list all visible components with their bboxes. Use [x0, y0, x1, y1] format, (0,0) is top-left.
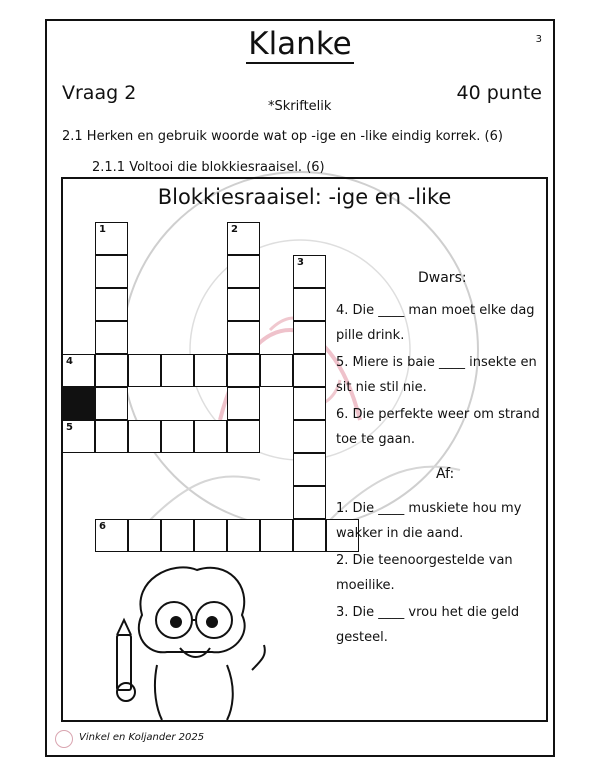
question-marks: 40 punte — [456, 82, 542, 104]
question-label: Vraag 2 — [62, 82, 137, 104]
across-clue: 5. Miere is baie ____ insekte en sit nie stil nie. — [336, 355, 537, 395]
crossword-cell[interactable] — [128, 420, 161, 453]
crossword-cell[interactable] — [161, 354, 194, 387]
page-number: 3 — [535, 34, 542, 45]
crossword-cell[interactable] — [260, 519, 293, 552]
crossword-block-cell — [62, 387, 95, 420]
crossword-cell[interactable] — [95, 420, 128, 453]
clue-number: 5 — [66, 422, 73, 433]
across-clue: 6. Die perfekte weer om strand toe te gaan. — [336, 407, 540, 447]
crossword-cell[interactable] — [293, 288, 326, 321]
crossword-cell[interactable] — [161, 420, 194, 453]
across-clue: 4. Die ____ man moet elke dag pille drink. — [336, 303, 535, 343]
clue-number: 4 — [66, 356, 73, 367]
assessment-mode: *Skriftelik — [268, 99, 332, 114]
crossword-cell[interactable] — [194, 420, 227, 453]
down-clue: 1. Die ____ muskiete hou my wakker in die aand. — [336, 501, 522, 541]
crossword-cell[interactable] — [194, 354, 227, 387]
crossword-cell[interactable] — [293, 387, 326, 420]
clue-number: 1 — [99, 224, 106, 235]
clue-number: 3 — [297, 257, 304, 268]
kid-with-pencil-illustration — [112, 560, 272, 720]
down-heading: Af: — [436, 466, 455, 482]
brand-logo-icon — [55, 730, 73, 748]
footer-credit: Vinkel en Koljander 2025 — [79, 732, 205, 743]
crossword-cell[interactable] — [95, 354, 128, 387]
crossword-cell[interactable] — [227, 420, 260, 453]
crossword-cell[interactable] — [293, 321, 326, 354]
crossword-cell[interactable] — [293, 354, 326, 387]
down-clue: 3. Die ____ vrou het die geld gesteel. — [336, 605, 520, 645]
instruction-main: 2.1 Herken en gebruik woorde wat op -ige en -like eindig korrek. (6) — [62, 129, 503, 144]
down-clue: 2. Die teenoorgestelde van moeilike. — [336, 553, 513, 593]
crossword-cell[interactable] — [227, 354, 260, 387]
crossword-cell[interactable] — [293, 486, 326, 519]
crossword-cell[interactable] — [62, 354, 95, 387]
crossword-cell[interactable] — [227, 519, 260, 552]
instruction-sub: 2.1.1 Voltooi die blokkiesraaisel. (6) — [92, 160, 325, 175]
crossword-cell[interactable] — [128, 354, 161, 387]
crossword-cell[interactable] — [227, 321, 260, 354]
page-title: Klanke — [248, 26, 352, 62]
crossword-cell[interactable] — [227, 387, 260, 420]
crossword-cell[interactable] — [128, 519, 161, 552]
crossword-cell[interactable] — [293, 519, 326, 552]
across-heading: Dwars: — [418, 270, 467, 286]
crossword-cell[interactable] — [95, 222, 128, 255]
crossword-cell[interactable] — [62, 420, 95, 453]
pencil-icon — [117, 635, 131, 690]
crossword-cell[interactable] — [95, 519, 128, 552]
crossword-cell[interactable] — [95, 255, 128, 288]
crossword-cell[interactable] — [293, 255, 326, 288]
crossword-title: Blokkiesraaisel: -ige en -like — [157, 185, 452, 209]
crossword-cell[interactable] — [161, 519, 194, 552]
crossword-cell[interactable] — [293, 420, 326, 453]
crossword-cell[interactable] — [227, 255, 260, 288]
clue-number: 2 — [231, 224, 238, 235]
crossword-cell[interactable] — [194, 519, 227, 552]
crossword-cell[interactable] — [227, 288, 260, 321]
crossword-cell[interactable] — [260, 354, 293, 387]
clue-number: 6 — [99, 521, 106, 532]
crossword-cell[interactable] — [95, 387, 128, 420]
crossword-cell[interactable] — [227, 222, 260, 255]
crossword-cell[interactable] — [95, 321, 128, 354]
crossword-cell[interactable] — [95, 288, 128, 321]
crossword-cell[interactable] — [293, 453, 326, 486]
